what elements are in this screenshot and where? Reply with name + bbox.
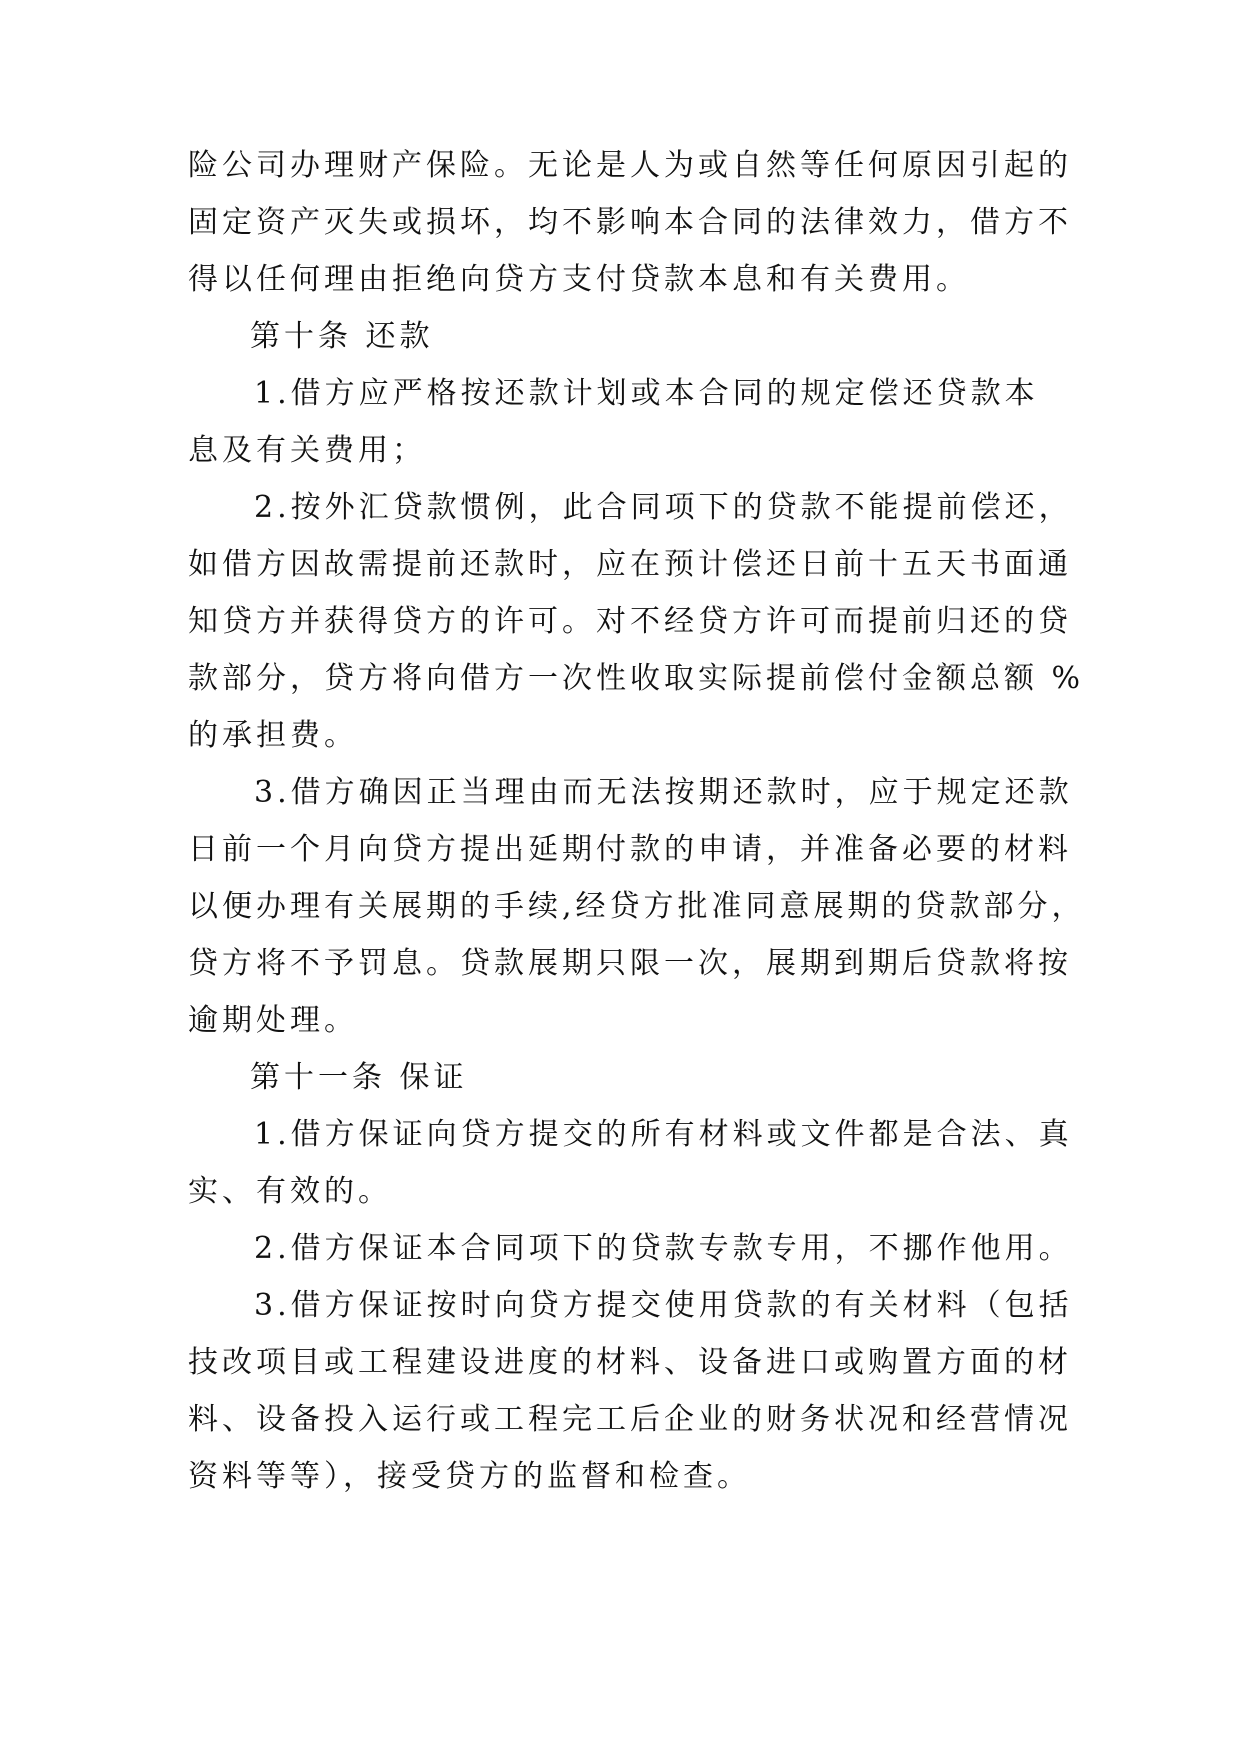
body-line: 3.借方确因正当理由而无法按期还款时，应于规定还款: [254, 775, 1073, 810]
body-line: 料、设备投入运行或工程完工后企业的财务状况和经营情况: [188, 1402, 1072, 1437]
body-line: 的承担费。: [188, 718, 358, 753]
body-line: 实、有效的。: [188, 1174, 392, 1209]
body-line: 险公司办理财产保险。无论是人为或自然等任何原因引起的: [188, 148, 1072, 183]
body-line: 2.按外汇贷款惯例，此合同项下的贷款不能提前偿还，: [254, 490, 1073, 525]
body-line: 逾期处理。: [188, 1003, 358, 1038]
body-line: 技改项目或工程建设进度的材料、设备进口或购置方面的材: [188, 1345, 1072, 1380]
body-line: 以便办理有关展期的手续,经贷方批准同意展期的贷款部分，: [188, 889, 1086, 924]
body-line: 款部分，贷方将向借方一次性收取实际提前偿付金额总额 %: [188, 661, 1085, 696]
section-heading: 第十一条 保证: [250, 1060, 468, 1095]
body-line: 日前一个月向贷方提出延期付款的申请，并准备必要的材料: [188, 832, 1072, 867]
body-line: 固定资产灭失或损坏，均不影响本合同的法律效力，借方不: [188, 205, 1072, 240]
body-line: 如借方因故需提前还款时，应在预计偿还日前十五天书面通: [188, 547, 1072, 582]
body-line: 息及有关费用；: [188, 433, 426, 468]
body-line: 知贷方并获得贷方的许可。对不经贷方许可而提前归还的贷: [188, 604, 1072, 639]
body-line: 贷方将不予罚息。贷款展期只限一次，展期到期后贷款将按: [188, 946, 1072, 981]
section-heading: 第十条 还款: [250, 319, 434, 354]
body-line: 1.借方保证向贷方提交的所有材料或文件都是合法、真: [254, 1117, 1073, 1152]
body-line: 得以任何理由拒绝向贷方支付贷款本息和有关费用。: [188, 262, 970, 297]
body-line: 2.借方保证本合同项下的贷款专款专用，不挪作他用。: [254, 1231, 1073, 1266]
body-line: 资料等等），接受贷方的监督和检查。: [188, 1459, 751, 1494]
body-line: 3.借方保证按时向贷方提交使用贷款的有关材料（包括: [254, 1288, 1073, 1323]
body-line: 1.借方应严格按还款计划或本合同的规定偿还贷款本: [254, 376, 1039, 411]
